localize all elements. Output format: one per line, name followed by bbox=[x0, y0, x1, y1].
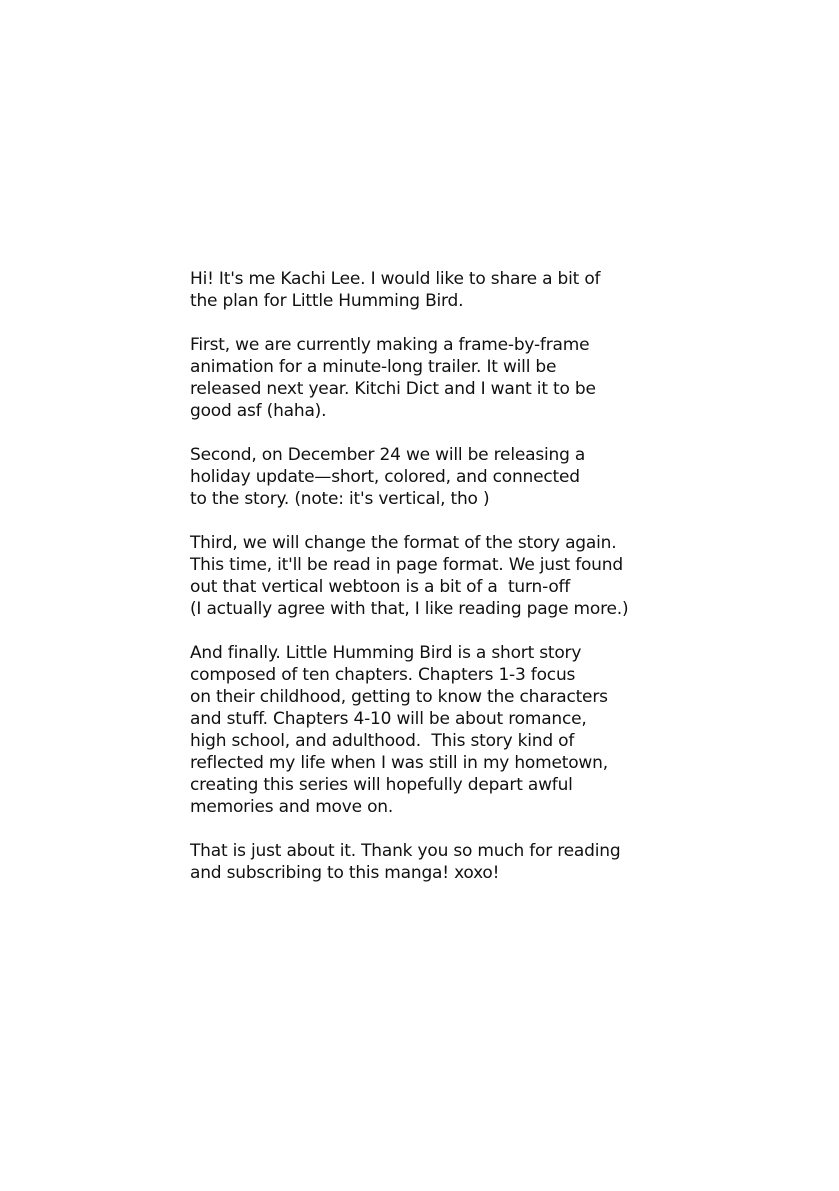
text-line: and stuff. Chapters 4-10 will be about romance, bbox=[190, 709, 587, 729]
text-line: good asf (haha). bbox=[190, 401, 327, 421]
paragraph-finally bbox=[190, 642, 710, 818]
text-line: memories and move on. bbox=[190, 797, 394, 817]
text-line: holiday update—short, colored, and connected bbox=[190, 467, 580, 487]
paragraph-closing bbox=[190, 840, 710, 884]
text-line: creating this series will hopefully depart awful bbox=[190, 775, 573, 795]
text-line: composed of ten chapters. Chapters 1-3 focus bbox=[190, 665, 576, 685]
author-note bbox=[190, 268, 710, 906]
text-line: That is just about it. Thank you so much for reading bbox=[190, 841, 621, 861]
text-line: This time, it'll be read in page format. We just found bbox=[190, 555, 623, 575]
text-line: Third, we will change the format of the story again. bbox=[190, 533, 617, 553]
text-line: Hi! It's me Kachi Lee. I would like to share a bit of bbox=[190, 269, 601, 289]
text-line: reflected my life when I was still in my hometown, bbox=[190, 753, 608, 773]
text-line: animation for a minute-long trailer. It will be bbox=[190, 357, 557, 377]
text-line: First, we are currently making a frame-by-frame bbox=[190, 335, 590, 355]
text-line: and subscribing to this manga! xoxo! bbox=[190, 863, 500, 883]
paragraph-second bbox=[190, 444, 710, 510]
text-line: Second, on December 24 we will be releasing a bbox=[190, 445, 586, 465]
paragraph-third bbox=[190, 532, 710, 620]
text-line: released next year. Kitchi Dict and I want it to be bbox=[190, 379, 596, 399]
text-line: the plan for Little Humming Bird. bbox=[190, 291, 464, 311]
text-line: to the story. (note: it's vertical, tho ) bbox=[190, 489, 490, 509]
text-line: out that vertical webtoon is a bit of a turn-off bbox=[190, 577, 571, 597]
text-line: high school, and adulthood. This story kind of bbox=[190, 731, 575, 751]
paragraph-greeting bbox=[190, 268, 710, 312]
text-line: on their childhood, getting to know the characters bbox=[190, 687, 608, 707]
text-line: (I actually agree with that, I like reading page more.) bbox=[190, 599, 629, 619]
paragraph-first bbox=[190, 334, 710, 422]
text-line: And finally. Little Humming Bird is a short story bbox=[190, 643, 582, 663]
